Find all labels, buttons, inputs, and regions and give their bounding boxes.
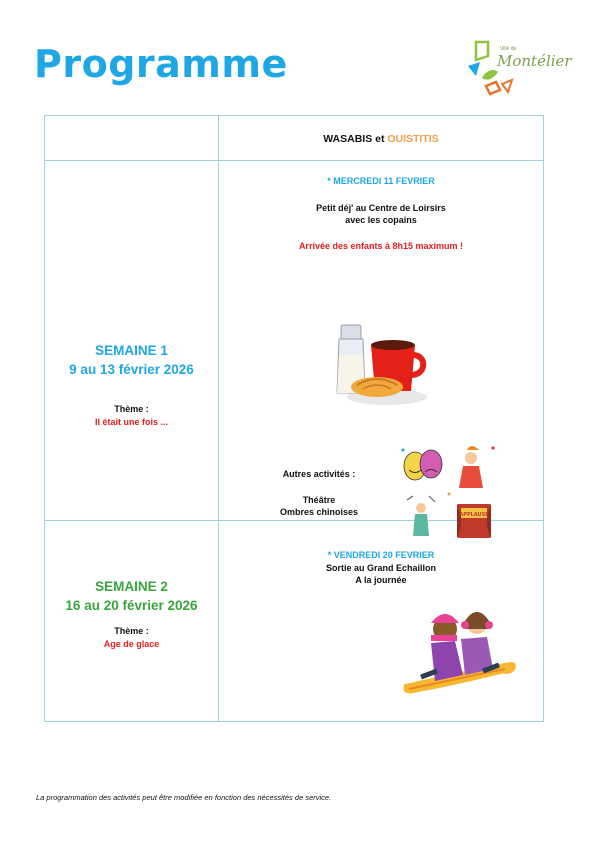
table-header-row xyxy=(45,116,544,161)
footer-note: La programmation des activités peut être modifiée en fonction des nécessités de service. xyxy=(36,793,332,802)
week1-activities-cell xyxy=(218,161,543,521)
week1-other-shadows: Ombres chinoises xyxy=(279,507,358,517)
week1-activity-line1: Petit déj' au Centre de Loirsirs xyxy=(316,203,446,213)
logo-name: Montélier xyxy=(497,52,572,70)
logo-small-text: Ville de xyxy=(500,46,517,52)
group-wasabis: WASABIS xyxy=(323,133,373,145)
applause-sign: APPLAUSE xyxy=(459,512,489,518)
week2-theme-label: Thème : xyxy=(114,626,149,636)
page-title: Programme xyxy=(34,42,288,86)
week2-day: * VENDREDI 20 FEVRIER xyxy=(327,550,435,560)
week1-info-cell xyxy=(45,161,219,521)
week2-info-cell xyxy=(45,521,219,722)
week1-day: * MERCREDI 11 FEVRIER xyxy=(327,176,435,186)
week1-theme-value: Il était une fois ... xyxy=(94,417,168,427)
week2-dates: 16 au 20 février 2026 xyxy=(65,598,198,613)
week1-other-label: Autres activités : xyxy=(282,469,356,479)
header-groups-cell xyxy=(218,116,543,161)
week2-activity-line1: Sortie au Grand Echaillon xyxy=(325,563,436,573)
week2-theme-value: Age de glace xyxy=(103,639,160,649)
group-connector: et xyxy=(372,133,388,145)
week1-activity-line2: avec les copains xyxy=(345,215,417,225)
breakfast-illustration-icon xyxy=(331,317,429,409)
header-empty-cell xyxy=(45,116,219,161)
programme-table xyxy=(44,115,544,722)
week1-row xyxy=(45,161,544,521)
groups-label xyxy=(219,133,543,145)
week2-title: SEMAINE 2 xyxy=(95,579,168,594)
week1-other-theatre: Théâtre xyxy=(302,495,336,505)
sled-kids-illustration-icon xyxy=(395,591,525,706)
week2-row xyxy=(45,521,544,722)
week1-notice: Arrivée des enfants à 8h15 maximum ! xyxy=(298,241,464,251)
week2-activity-line2: A la journée xyxy=(355,575,407,585)
week1-theme-label: Thème : xyxy=(114,404,149,414)
group-ouistitis: OUISTITIS xyxy=(387,133,439,145)
week1-dates: 9 au 13 février 2026 xyxy=(69,362,194,377)
week2-activities-cell xyxy=(218,521,543,722)
week1-title: SEMAINE 1 xyxy=(95,343,168,358)
